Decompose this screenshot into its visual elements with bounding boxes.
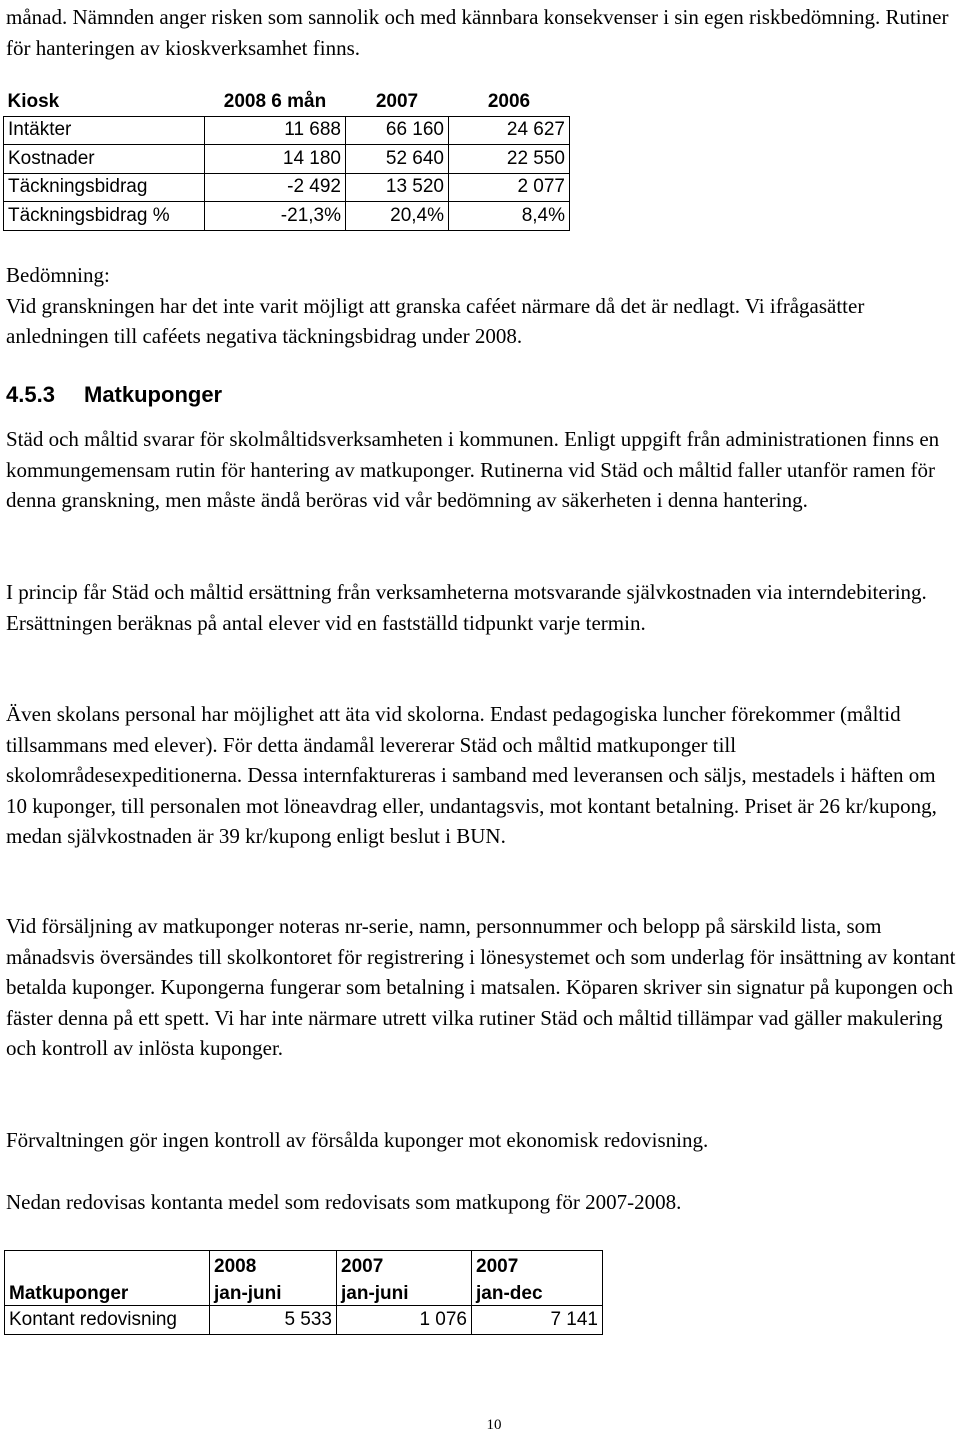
table-cell: 24 627 [449, 116, 570, 145]
table-cell: 11 688 [205, 116, 346, 145]
intro-paragraph: månad. Nämnden anger risken som sannolik och med kännbara konsekvenser i sin egen riskbedömning. Rutiner för hanteringen av kioskverksamhet finns. [6, 5, 949, 60]
table-cell: 1 076 [337, 1306, 472, 1335]
kiosk-header-label: Kiosk [7, 90, 60, 112]
table-row [4, 173, 570, 202]
table-cell: 2 077 [449, 173, 570, 202]
paragraph: Städ och måltid svarar för skolmåltidsverksamheten i kommunen. Enligt uppgift från administrationen finns en kommungemensam rutin för hantering av matkuponger. Rutinerna vid Städ och måltid faller utanför ramen för denna granskning, men måste ändå beröras vid vår bedömning av säkerheten i denna hantering. [6, 427, 940, 512]
paragraph: Nedan redovisas kontanta medel som redovisats som matkupong för 2007-2008. [6, 1190, 682, 1214]
kiosk-header-2008: 2008 6 mån [223, 90, 327, 112]
table-cell: jan-dec [472, 1278, 603, 1306]
assessment-block [6, 260, 956, 352]
kiosk-header-2007: 2007 [375, 90, 419, 112]
table-cell: 2008 [210, 1251, 337, 1279]
table-cell: 2007 [472, 1251, 603, 1279]
assessment-label: Bedömning: [6, 263, 110, 287]
table-cell: 5 533 [210, 1306, 337, 1335]
paragraph: Förvaltningen gör ingen kontroll av försålda kuponger mot ekonomisk redovisning. [6, 1128, 709, 1152]
table-cell: 8,4% [449, 202, 570, 231]
table-cell: 52 640 [346, 145, 449, 174]
table-cell: 20,4% [346, 202, 449, 231]
table-cell: 13 520 [346, 173, 449, 202]
table-cell: 7 141 [472, 1306, 603, 1335]
kiosk-table [3, 88, 570, 231]
kiosk-header-2006: 2006 [487, 90, 531, 112]
table-cell: 22 550 [449, 145, 570, 174]
section-number: 4.5.3 [6, 382, 55, 407]
table-row [4, 202, 570, 231]
table-row [5, 1306, 603, 1335]
table-cell: -2 492 [205, 173, 346, 202]
matkuponger-table [4, 1250, 603, 1335]
section-title: Matkuponger [84, 382, 223, 407]
table-cell: Täckningsbidrag [4, 173, 205, 202]
table-cell: 2007 [337, 1251, 472, 1279]
table-cell: jan-juni [337, 1278, 472, 1306]
table-cell: jan-juni [210, 1278, 337, 1306]
page-number: 10 [486, 1417, 502, 1433]
paragraph: Vid försäljning av matkuponger noteras nr-serie, namn, personnummer och belopp på särskild lista, som månadsvis översändes till skolkontoret för registrering i lönesystemet och som underlag för insättning av kontant betalda kuponger. Kupongerna fungerar som betalning i matsalen. Köparen skriver sin signatur på kupongen och fäster denna på ett spett. Vi har inte närmare utrett vilka rutiner Städ och måltid tillämpar vad gäller makulering och kontroll av inlösta kuponger. [6, 914, 956, 1060]
table-cell: -21,3% [205, 202, 346, 231]
table-cell: Kostnader [4, 145, 205, 174]
table-row [4, 116, 570, 145]
section-heading [6, 382, 222, 408]
table-cell: Intäkter [4, 116, 205, 145]
table-cell: 66 160 [346, 116, 449, 145]
table-cell: Kontant redovisning [5, 1306, 210, 1335]
table-cell: 14 180 [205, 145, 346, 174]
kupong-header-top [5, 1251, 603, 1279]
kiosk-table-header [4, 88, 570, 116]
table-cell [5, 1251, 210, 1279]
kupong-header-bottom [5, 1278, 603, 1306]
paragraph: Även skolans personal har möjlighet att äta vid skolorna. Endast pedagogiska luncher förekommer (måltid tillsammans med elever). För detta ändamål levererar Städ och måltid matkuponger till skolområdesexpeditionerna. Dessa internfaktureras i samband med leveransen och säljs, mestadels i häften om 10 kuponger, till personalen mot löneavdrag eller, undantagsvis, mot kontant betalning. Priset är 26 kr/kupong, medan självkostnaden är 39 kr/kupong enligt beslut i BUN. [6, 702, 937, 848]
paragraph: I princip får Städ och måltid ersättning från verksamheterna motsvarande självkostnaden via interndebitering. Ersättningen beräknas på antal elever vid en fastställd tidpunkt varje termin. [6, 580, 927, 635]
assessment-text: Vid granskningen har det inte varit möjligt att granska caféet närmare då det är nedlagt. Vi ifrågasätter anledningen till caféets negativa täckningsbidrag under 2008. [6, 293, 865, 348]
table-row [4, 145, 570, 174]
table-cell: Matkuponger [5, 1278, 210, 1306]
table-cell: Täckningsbidrag % [4, 202, 205, 231]
